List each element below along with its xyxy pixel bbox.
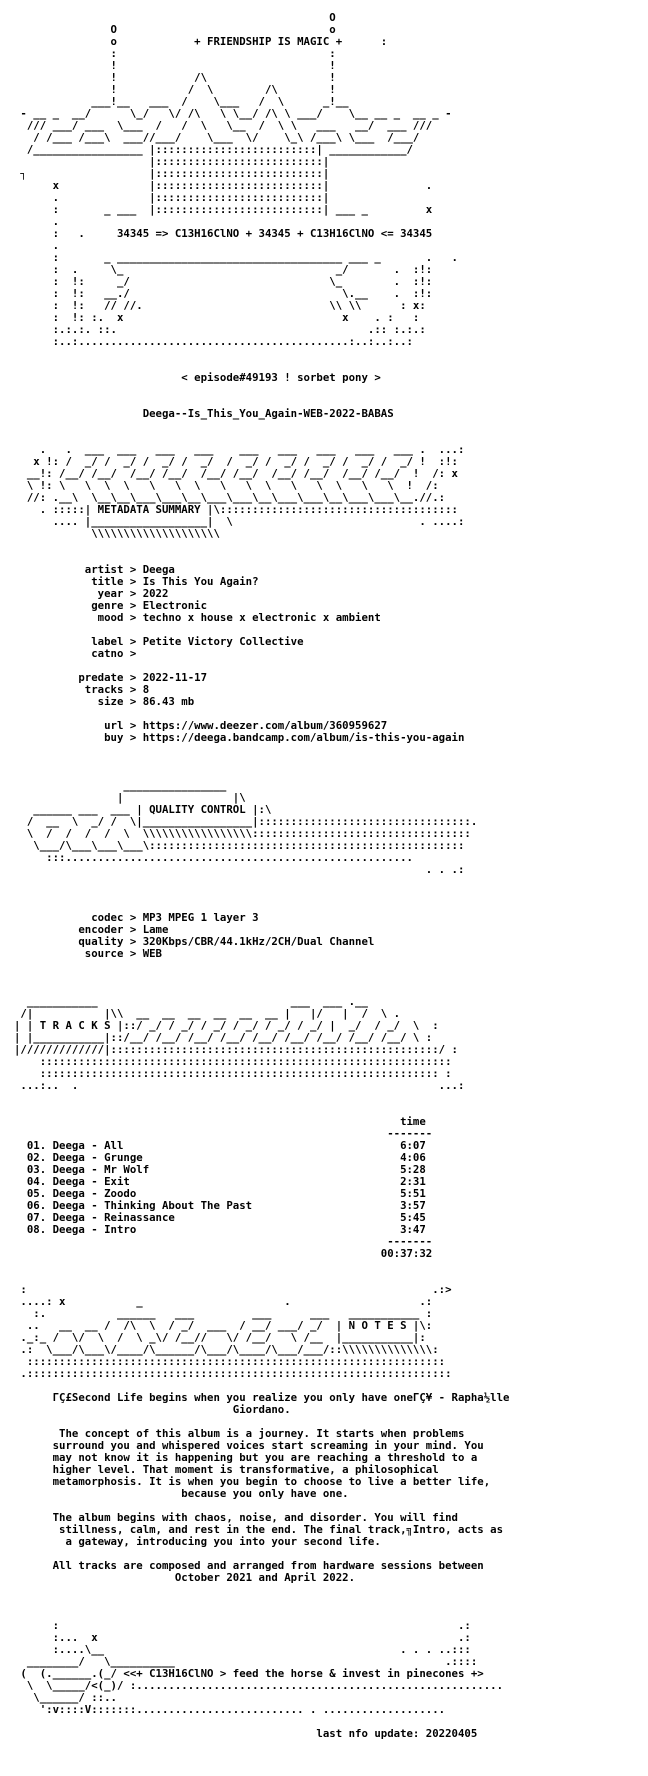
nfo-text: O O o o + FRIENDSHIP IS MAGIC + : : : ! ! ! /\ ! ! / \ /\ ! ___!__ ___ / \___ / \ _!__ - __ _ __/ \_/ \/ /\ \ \__/ /\ \ ___/ \__ __ _ __ _ - /// ___/ ___ \___ / / \ \__ / \ \ ___ __/ ___ /// / /___ /___\ ___//___/ \___ \/ \_\ /___\ \___ /___/ /_________________ |:::::::::::::::::::::::::| ____________/ |::::::::::::::::::::::::::| ┐ |::::::::::::::::::::::::::| x |::::::::::::::::::::::::::| . . |::::::::::::::::::::::::::| : _ ___ |::::::::::::::::::::::::::| ___ _ x . : . 34345 => C13H16ClNO + 34345 + C13H16ClNO <= 34345 . : _ ___________________________________ ___ _ . . : . \_ _/ . :!: : !: _/ \_ . :!: : !: __./ \.__ . :!: : !: // //. \\ \\ : x: : !: :. x x . : : :.:.:. ::. .:: :.:.: :..:..........................................:..:..:..: < episode#49193 ! sorbet pony > Deega--Is_This_You_Again-WEB-2022-BABAS . . ___ ___ ___ ___ ___ ___ ___ ___ ___ . ...: x !: / _/ / _/ / _/ / _/ / _/ / _/ / _/ / _/ / _/ ! :!: __!: /__/ /__/ /__/ /__/ /__/ /__/ /__/ /__/ /__/ /__/ ! /: x \ !: \ \ \ \ \ \ \ \ \ \ \ \ \ \ \ ! /: //: .__\ \__\__\___\___\__\___\___\__\___\___\__\___\___\__.//.: . :::::| METADATA SUMMARY |\::::::::::::::::::::::::::::::::::::: .... |__________________| \ . ....: \\\\\\\\\\\\\\\\\\\\ artist > Deega title > Is This You Again? year > 2022 genre > Electronic mood > techno x house x electronic x ambient label > Petite Victory Collective catno > predate > 2022-11-17 tracks > 8 size > 86.43 mb url > https://www.deezer.com/album/360959627 buy > https://deega.bandcamp.com/album/is-this-you-again ________________ | |\ ______ ___ ___ | QUALITY CONTROL |:\ / __ \ _/ / \|_________________|:::::::::::::::::::::::::::::::::. \ / / / / \ \\\\\\\\\\\\\\\\\:::::::::::::::::::::::::::::::::: \___/\___\___\___\::::::::::::::::::::::::::::::::::::::::::::::::: :::...................................................... . . .: codec > MP3 MPEG 1 layer 3 encoder > Lame quality > 320Kbps/CBR/44.1kHz/2CH/Dual Channel source > WEB ___________ ___ ___ .__ /| |\\ __ __ __ __ __ __ | |/ | / \ . | | T R A C K S |::/ _/ / _/ / _/ / _/ / _/ / _/ | _/ / _/ \ : | |___________|::/__/ /__/ /__/ /__/ /__/ /__/ /__/ /__/ /__/ \ : |/////////////|:::::::::::::::::::::::::::::::::::::::::::::::::::/ : :::::::::::::::::::::::::::::::::::::::::::::::::::::::::::::::: :::::::::::::::::::::::::::::::::::::::::::::::::::::::::::::: : ...:.. . ...: time ------- 01. Deega - All 6:07 02. Deega - Grunge 4:06 03. Deega - Mr Wolf 5:28 04. Deega - Exit 2:31 05. Deega - Zoodo 5:51 06. Deega - Thinking About The Past 3:57 07. Deega - Reinassance 5:45 08. Deega - Intro 3:47 ------- 00:37:32 : .:> ....: x _ . .: :. ______ ___ ___ ___ ___________ : .. __ __ / /\ \ / _/ ___ / __/ ___/ _/ | N O T E S |\: ._:_ / \/ \ / \ _\/ /__// \/ /__/ \ /__ |___________|: .: \___/\___\/____/\______/\___/\____/\___/___/::\\\\\\\\\\\\\\: ::::::::::::::::::::::::::::::::::::::::::::::::::::::::::::::::: .:::::::::::::::::::::::::::::::::::::::::::::::::::::::::::::::::: ΓÇ£Second Life begins when you realize you only have oneΓÇ¥ - Rapha½lle Giordano. The concept of this album is a journey. It starts when problems surround you and whispered voices start screaming in your mind. You may not know it is happening but you are reaching a threshold to a higher level. That moment is transformative, a philosophical metamorphosis. It is when you begin to choose to live a better life, because you only have one. The album begins with chaos, noise, and disorder. You will find stillness, calm, and rest in the end. The final track,╗Intro, acts as a gateway, introducing you into your second life. All tracks are composed and arranged from hardware sessions between October 2021 and April 2022. : .: :... x .: :....\__ . . . ..::: ________/ \__________ .:::: ( (.______.(_/ <<+ C13H16ClNO > feed the horse & invest in pinecones +> \ \_____/<(_)/ :......................................................... \______/ ::.. ':v::::V:::::::.......................... . ................... last nfo update: 20220405 xyxy=(14,11,510,1740)
